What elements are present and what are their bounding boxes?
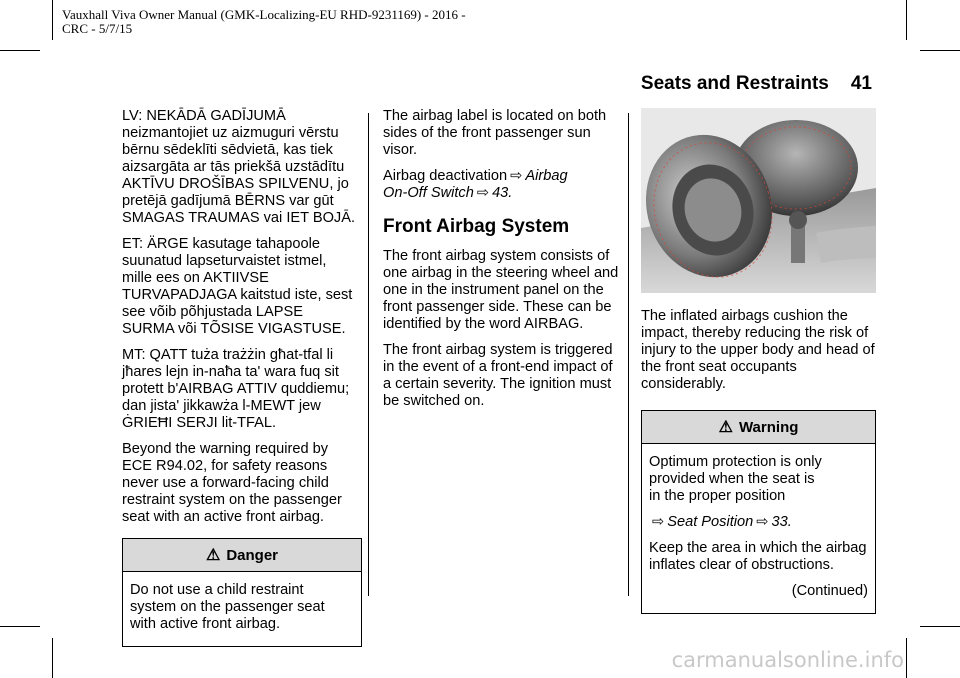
warning-box [641, 410, 876, 614]
deactivation-text: Airbag deactivation ⇨ Airbag On-Off Switch ⇨ 43. [383, 168, 568, 201]
lv-warning-text: LV: NEKĀDĀ GADĪJUMĀ neizmantojiet uz aizmuguri vērstu bērnu sēdeklīti sēdvietā, kas tiek aizsargāta ar tās priekšā uzstādītu AKTĪVU DROŠĪBAS SPILVENU, jo pretējā gadījumā BĒRNS var gūt SMAGAS TRAUMAS vai IET BOJĀ. [122, 108, 356, 226]
airbag-illustration [641, 108, 876, 293]
column-right [641, 108, 876, 614]
xref-arrow-icon: ⇨ [476, 185, 490, 201]
warning-text: Optimum protection is only provided when the seat is in the proper position [649, 454, 822, 504]
warning-title: Warning [738, 418, 799, 436]
section-title: Seats and Restraints [640, 73, 829, 94]
column-divider [368, 113, 369, 596]
airbag-switch-link[interactable]: On-Off Switch [383, 185, 474, 201]
xref-arrow-icon: ⇨ [756, 514, 769, 530]
mt-warning-text: MT: QATT tuża trażżin għat-tfal li jħares lejn in-naħa ta' wara fuq sit protett b'AIRBAG ATTIV quddiemu; dan jista' jikkawża l-MEWT jew ĠRIEĦI SERJI lit-TFAL. [122, 347, 350, 431]
warning-triangle-icon: ⚠ [205, 546, 221, 564]
danger-box-header [123, 539, 361, 572]
crop-mark [920, 50, 960, 51]
crop-mark [906, 638, 907, 678]
et-warning-text: ET: ÄRGE kasutage tahapoole suunatud lapseturvaistet istmel, mille ees on AKTIIVSE TURVAPADJAGA kaitstud iste, sest see võib põhjustada LAPSE SURMA või TÕSISE VIGASTUSE. [122, 236, 353, 337]
column-middle [383, 108, 623, 419]
danger-box-body [123, 572, 361, 646]
airbag-switch-link[interactable]: Airbag [525, 168, 568, 184]
warning-box-body [642, 444, 875, 613]
crop-mark [52, 638, 53, 678]
meta-line: CRC - 5/7/15 [62, 21, 133, 36]
running-head [641, 73, 872, 95]
system-description-text: The front airbag system consists of one airbag in the steering wheel and one in the instrument panel on the front passenger side. These can be identified by the word AIRBAG. [383, 248, 619, 332]
section-heading: Front Airbag System [383, 216, 570, 237]
column-left [122, 108, 362, 647]
danger-box [122, 538, 362, 647]
warning-box-header [642, 411, 875, 444]
xref-page[interactable]: 33. [771, 514, 792, 530]
danger-title: Danger [226, 546, 279, 564]
column-divider [628, 113, 629, 596]
warning-text: Keep the area in which the airbag inflates clear of obstructions. [649, 540, 867, 573]
label-location-text: The airbag label is located on both sides of the front passenger sun visor. [383, 108, 607, 158]
danger-text: Do not use a child restraint system on the passenger seat with active front airbag. [130, 582, 325, 632]
xref-page[interactable]: 43. [492, 185, 513, 201]
continued-label: (Continued) [791, 583, 868, 599]
crop-mark [0, 626, 40, 627]
crop-mark [906, 0, 907, 40]
crop-mark [52, 0, 53, 40]
seat-position-link[interactable]: Seat Position [667, 514, 754, 530]
document-meta [62, 8, 466, 36]
meta-line: Vauxhall Viva Owner Manual (GMK-Localizing-EU RHD-9231169) - 2016 - [62, 7, 466, 22]
crop-mark [920, 626, 960, 627]
crop-mark [0, 50, 40, 51]
xref-arrow-icon: ⇨ [510, 168, 523, 184]
page-number: 41 [850, 73, 872, 94]
beyond-warning-text: Beyond the warning required by ECE R94.02, for safety reasons never use a forward-facing child restraint system on the passenger seat with an active front airbag. [122, 441, 342, 525]
warning-triangle-icon: ⚠ [718, 418, 733, 436]
trigger-text: The front airbag system is triggered in the event of a front-end impact of a certain severity. The ignition must be switched on. [383, 342, 613, 409]
seat-position-xref [649, 514, 868, 531]
watermark: carmanualsonline.info [671, 648, 904, 672]
inflated-airbag-text: The inflated airbags cushion the impact, thereby reducing the risk of injury to the upper body and head of the front seat occupants considerably. [641, 308, 875, 392]
xref-arrow-icon: ⇨ [652, 514, 665, 530]
